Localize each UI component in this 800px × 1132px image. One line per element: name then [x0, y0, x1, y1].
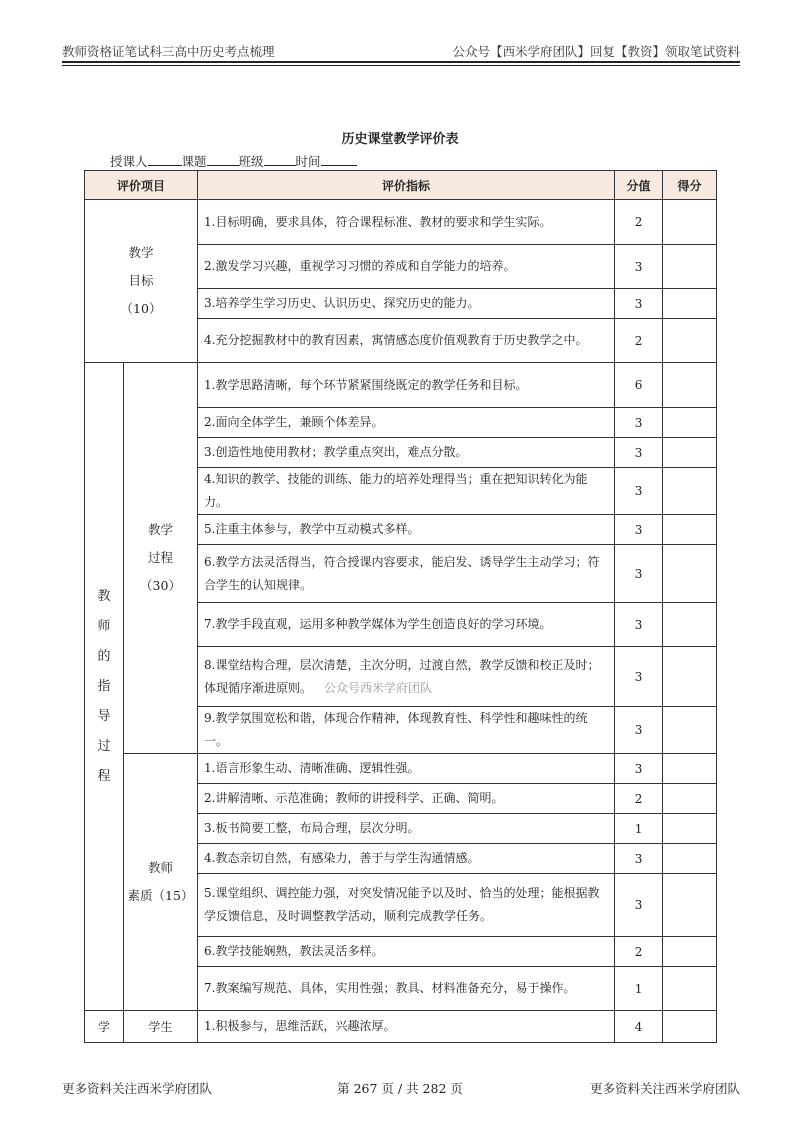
category-teaching-process: 教学 过程 （30） — [124, 363, 198, 754]
score-cell: 3 — [615, 754, 663, 784]
score-cell: 2 — [615, 937, 663, 967]
got-cell[interactable] — [663, 289, 717, 319]
got-cell[interactable] — [663, 814, 717, 844]
indicator-cell: 4.教态亲切自然，有感染力，善于与学生沟通情感。 — [198, 844, 615, 874]
score-cell: 3 — [615, 603, 663, 647]
category-student: 学生 — [124, 1011, 198, 1043]
indicator-cell: 2.面向全体学生，兼顾个体差异。 — [198, 408, 615, 438]
guidance-vertical-char: 指 — [97, 678, 111, 694]
got-cell[interactable] — [663, 967, 717, 1011]
topic-blank — [207, 153, 239, 166]
got-cell[interactable] — [663, 1011, 717, 1043]
got-cell[interactable] — [663, 784, 717, 814]
got-cell[interactable] — [663, 844, 717, 874]
page-number: 第 267 页 / 共 282 页 — [337, 1081, 463, 1096]
guidance-vertical-char: 过 — [97, 738, 111, 754]
indicator-cell: 3.板书简要工整，布局合理，层次分明。 — [198, 814, 615, 844]
got-cell[interactable] — [663, 603, 717, 647]
table-row — [85, 754, 717, 784]
header-score: 分值 — [615, 171, 663, 200]
indicator-cell: 5.课堂组织、调控能力强，对突发情况能予以及时、恰当的处理；能根据教学反馈信息，及时调整教学活动，顺利完成教学任务。 — [198, 874, 615, 937]
got-cell[interactable] — [663, 363, 717, 408]
score-cell: 1 — [615, 814, 663, 844]
score-cell: 3 — [615, 545, 663, 603]
score-cell: 3 — [615, 647, 663, 707]
indicator-cell: 3.培养学生学习历史、认识历史、探究历史的能力。 — [198, 289, 615, 319]
score-cell: 3 — [615, 707, 663, 754]
got-cell[interactable] — [663, 319, 717, 363]
guidance-vertical-char: 程 — [97, 768, 111, 784]
score-cell: 6 — [615, 363, 663, 408]
score-cell: 1 — [615, 967, 663, 1011]
got-cell[interactable] — [663, 245, 717, 289]
score-cell: 3 — [615, 515, 663, 545]
indicator-cell: 5.注重主体参与，教学中互动模式多样。 — [198, 515, 615, 545]
got-cell[interactable] — [663, 545, 717, 603]
header-right-text: 公众号【西米学府团队】回复【教资】领取笔试资料 — [452, 44, 740, 59]
lesson-info-line — [110, 152, 357, 170]
score-cell: 3 — [615, 408, 663, 438]
got-cell[interactable] — [663, 874, 717, 937]
class-label: 班级 — [238, 154, 264, 169]
indicator-cell: 4.充分挖掘教材中的教育因素，寓情感态度价值观教育于历史教学之中。 — [198, 319, 615, 363]
indicator-cell: 2.激发学习兴趣，重视学习习惯的养成和自学能力的培养。 — [198, 245, 615, 289]
teacher-label: 授课人 — [110, 154, 148, 169]
footer-left-text: 更多资料关注西米学府团队 — [62, 1081, 213, 1096]
score-cell: 3 — [615, 844, 663, 874]
indicator-cell: 1.目标明确，要求具体，符合课程标准、教材的要求和学生实际。 — [198, 200, 615, 245]
score-cell: 3 — [615, 874, 663, 937]
indicator-cell: 3.创造性地使用教材；教学重点突出，难点分散。 — [198, 438, 615, 468]
got-cell[interactable] — [663, 754, 717, 784]
header-item: 评价项目 — [85, 171, 198, 200]
got-cell[interactable] — [663, 200, 717, 245]
header-left-text: 教师资格证笔试科三高中历史考点梳理 — [62, 44, 275, 59]
indicator-cell: 1.教学思路清晰，每个环节紧紧围绕既定的教学任务和目标。 — [198, 363, 615, 408]
indicator-cell: 7.教案编写规范、具体，实用性强；教具、材料准备充分，易于操作。 — [198, 967, 615, 1011]
got-cell[interactable] — [663, 647, 717, 707]
indicator-cell: 4.知识的教学、技能的训练、能力的培养处理得当；重在把知识转化为能力。 — [198, 468, 615, 515]
table-row — [85, 200, 717, 245]
score-cell: 3 — [615, 438, 663, 468]
score-cell: 4 — [615, 1011, 663, 1043]
guidance-vertical-char: 导 — [97, 708, 111, 724]
header-indicator: 评价指标 — [198, 171, 615, 200]
score-cell: 2 — [615, 200, 663, 245]
category-teacher-quality: 教师 素质（15） — [124, 754, 198, 1011]
category-student-outer: 学 — [85, 1011, 124, 1043]
score-cell: 2 — [615, 319, 663, 363]
got-cell[interactable] — [663, 515, 717, 545]
got-cell[interactable] — [663, 408, 717, 438]
indicator-cell: 8.课堂结构合理，层次清楚，主次分明，过渡自然，教学反馈和校正及时；体现循序渐进原则。 公众号西米学府团队 — [198, 647, 615, 707]
score-cell: 3 — [615, 289, 663, 319]
got-cell[interactable] — [663, 937, 717, 967]
category-teaching-goal: 教学 目标 （10） — [85, 200, 198, 363]
header-rule-thick — [62, 61, 740, 63]
indicator-cell: 9.教学氛围宽松和谐，体现合作精神，体现教育性、科学性和趣味性的统一。 — [198, 707, 615, 754]
guidance-vertical-char: 的 — [97, 648, 111, 664]
got-cell[interactable] — [663, 468, 717, 515]
indicator-cell: 7.教学手段直观，运用多种教学媒体为学生创造良好的学习环境。 — [198, 603, 615, 647]
indicator-cell: 1.积极参与，思维活跃，兴趣浓厚。 — [198, 1011, 615, 1043]
got-cell[interactable] — [663, 438, 717, 468]
indicator-cell: 1.语言形象生动、清晰准确、逻辑性强。 — [198, 754, 615, 784]
teacher-blank — [148, 153, 182, 166]
got-cell[interactable] — [663, 707, 717, 754]
class-blank — [264, 153, 296, 166]
guidance-vertical-char: 师 — [97, 618, 111, 634]
watermark-text: 公众号西米学府团队 — [324, 680, 433, 695]
time-blank — [321, 153, 357, 166]
topic-label: 课题 — [181, 154, 207, 169]
indicator-cell: 2.讲解清晰、示范准确；教师的讲授科学、正确、简明。 — [198, 784, 615, 814]
evaluation-table — [84, 170, 717, 1043]
header-rule-thin — [62, 65, 740, 66]
score-cell: 3 — [615, 468, 663, 515]
guidance-vertical-char: 教 — [97, 588, 111, 604]
table-header-row — [85, 171, 717, 200]
table-row — [85, 1011, 717, 1043]
table-row — [85, 363, 717, 408]
document-title: 历史课堂教学评价表 — [341, 132, 459, 147]
score-cell: 3 — [615, 245, 663, 289]
time-label: 时间 — [295, 154, 321, 169]
score-cell: 2 — [615, 784, 663, 814]
indicator-cell: 6.教学方法灵活得当，符合授课内容要求，能启发、诱导学生主动学习；符合学生的认知规律。 — [198, 545, 615, 603]
page-header — [62, 42, 740, 62]
header-got: 得分 — [663, 171, 717, 200]
category-guidance-process — [85, 363, 124, 1011]
indicator-cell: 6.教学技能娴熟，教法灵活多样。 — [198, 937, 615, 967]
guidance-vertical-text — [85, 582, 123, 792]
footer-right-text: 更多资料关注西米学府团队 — [589, 1081, 740, 1096]
